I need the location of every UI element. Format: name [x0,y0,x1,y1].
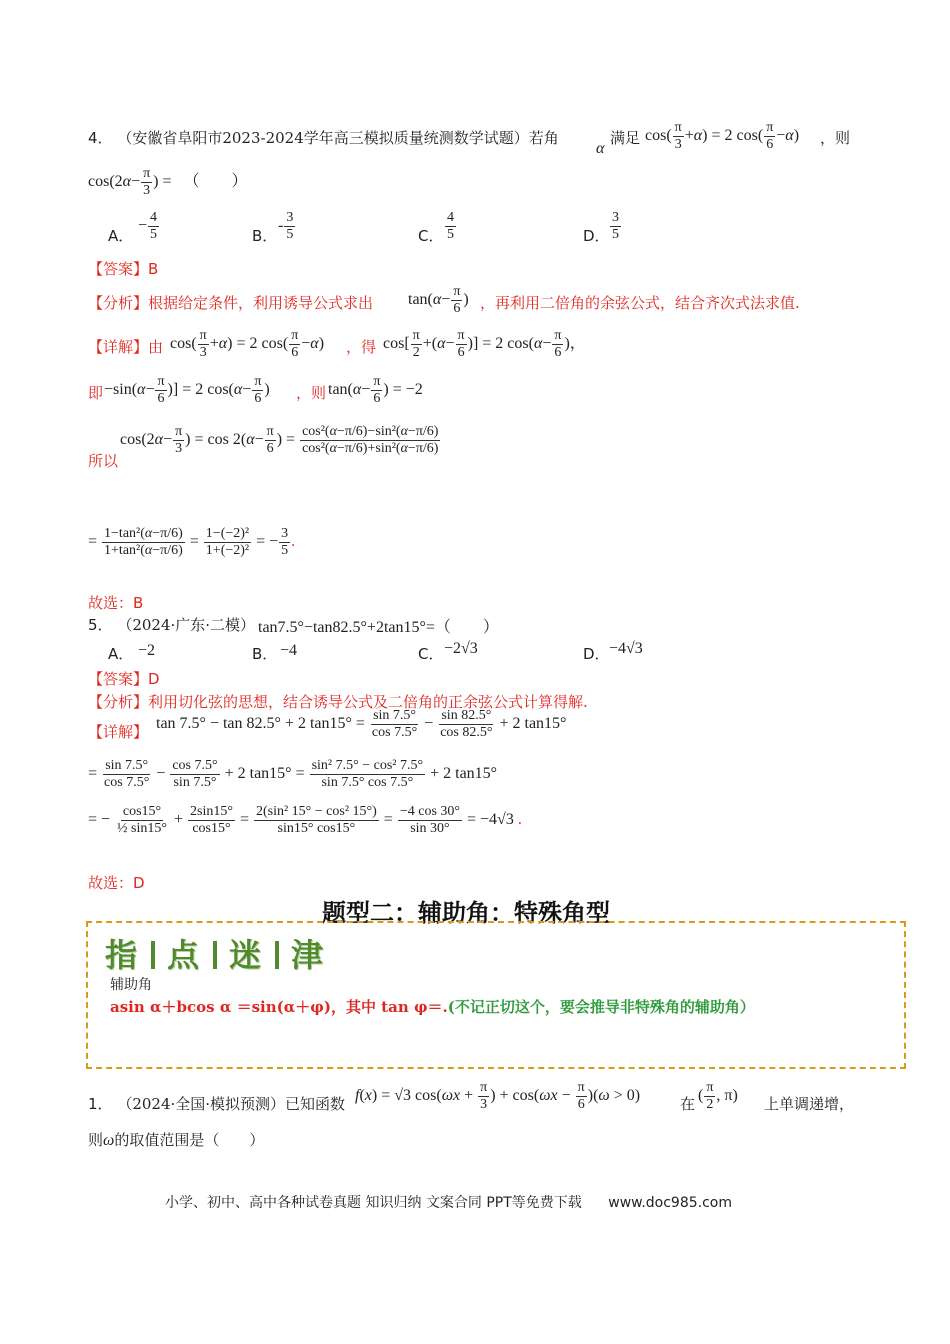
q5-expr: tan7.5°−tan82.5°+2tan15°=（ ） [258,619,499,636]
q4-guxuan: 故选：B [88,594,144,612]
q4-option-a-value: − $\frac{4}{5}$ [138,210,158,242]
tips-label: 辅助角 [110,977,152,993]
q5-option-b-value: −4 [280,642,298,659]
q4-detail-ze: ，则 [296,384,327,402]
q4-number: 4． [88,129,113,147]
q5-detail-eq3: = − $\frac{\cos 15^\circ}{\text{½ sin15°}}$ + $\frac{2\sin 15^\circ}{\cos 15^\circ}$ = $\frac{\text{2(sin² 15° − cos² 15°)}}{\sin 15^\circ \cos 15^\circ}$ = $\frac{-4 \cos 30^\circ}{\sin 30^\circ}$ = −4√3 . [88,804,522,836]
q5-option-b: B． [252,645,278,663]
q5-option-a: A． [108,645,134,663]
q5-detail-tag: 【详解】 [88,723,149,741]
q4-option-b: B． [252,227,278,245]
q4-detail-eq5: cos(2α− $\frac{\pi}{3}$ ) = cos 2(α− $\frac{\pi}{6}$ ) = $\frac{\text{cos²(α−π/6)−sin²(α−π/6)}}{\text{cos²(α−π/6)+sin²(α−π/6)}}$ [120,424,439,456]
q4-option-c-value: $\frac{4}{5}$ [447,210,454,242]
q5-detail-eq1: tan 7.5° − tan 82.5° + 2 tan15° = $\frac{\sin 7.5^\circ}{\cos 7.5^\circ}$ − $\frac{\sin 82.5^\circ}{\cos 82.5^\circ}$ + 2 tan15° [156,708,567,740]
tips-formula: asin α＋bcos α ＝sin(α＋φ)，其中 tan φ＝.(不记正切这个，要会推导非特殊角的辅助角） [110,998,755,1016]
q4-line1 [88,128,559,148]
q4-detail-eq6: = $\frac{\text{1−tan²(α−π/6)}}{\text{1+tan²(α−π/6)}}$ = $\frac{\text{1−(−2)²}}{\text{1+(−2)²}}$ = − $\frac{3}{5}$ . [88,526,296,558]
q5-option-a-value: −2 [138,642,156,659]
footer-url[interactable]: www.doc985.com [608,1195,732,1211]
q5-option-d-value: −4√3 [609,640,643,657]
q4-detail-de: ，得 [346,338,377,356]
q5-number: 5． [88,616,113,634]
q1-line2: 则ω的取值范围是（ ） [88,1131,265,1149]
q4-then: ，则 [820,129,851,147]
q5-answer: 【答案】D [88,670,160,688]
section-title: 题型二：辅助角：特殊角型 [322,899,610,927]
tips-banner: 指 点 迷 津 [105,936,326,974]
q4-analysis-expr: tan(α− $\frac{\pi}{6}$ ) [408,284,469,316]
q1-rest: 上单调递增， [764,1095,855,1113]
q5-detail-eq2: = $\frac{\sin 7.5^\circ}{\cos 7.5^\circ}$ − $\frac{\cos 7.5^\circ}{\sin 7.5^\circ}$ + 2 tan15° = $\frac{\text{sin² 7.5° − cos² 7.5°}}{\sin 7.5^\circ \cos 7.5^\circ}$ + 2 tan15° [88,758,498,790]
q4-condition: cos( $\frac{\pi}{3}$ +α) = 2 cos( $\frac{\pi}{6}$ −α) [645,120,800,152]
q1-line1 [88,1094,345,1114]
q4-detail-eq1: cos( $\frac{\pi}{3}$ +α) = 2 cos( $\frac{\pi}{6}$ −α) [170,328,325,360]
q5-option-d: D． [583,645,610,663]
q1-interval: ( $\frac{\pi}{2}$ , π) [698,1080,738,1112]
q4-detail-suoyi: 所以 [88,452,119,470]
footer [165,1192,732,1212]
q1-number: 1． [88,1095,113,1113]
footer-text: 小学、初中、高中各种试卷真题 知识归纳 文案合同 PPT等免费下载 [165,1195,582,1211]
q5-source: （2024·广东·二模） [117,616,256,634]
q4-detail-tag: 【详解】由 [88,338,164,356]
q5-line1 [88,615,255,635]
q4-detail-ji: 即 [88,384,104,402]
q4-detail-eq2: cos[ $\frac{\pi}{2}$ +(α− $\frac{\pi}{6}$ )] = 2 cos(α− $\frac{\pi}{6}$ )， [383,328,586,360]
q1-function: f(x) = √3 cos(ωx + $\frac{\pi}{3}$ ) + cos(ωx − $\frac{\pi}{6}$ )(ω > 0) [355,1080,641,1112]
q1-source: （2024·全国·模拟预测）已知函数 [117,1095,346,1113]
q4-analysis: 【分析】根据给定条件，利用诱导公式求出 [88,294,374,312]
q5-analysis: 【分析】利用切化弦的思想，结合诱导公式及二倍角的正余弦公式计算得解. [88,693,588,711]
q4-question: cos(2α− $\frac{\pi}{3}$ ) = （ ） [88,166,248,198]
q4-option-b-value: - $\frac{3}{5}$ [278,210,294,242]
q4-detail-eq3: −sin(α− $\frac{\pi}{6}$ )] = 2 cos(α− $\frac{\pi}{6}$ ) [104,374,270,406]
q5-guxuan: 故选：D [88,874,145,892]
q4-option-c: C． [418,227,444,245]
q4-source: （安徽省阜阳市2023-2024学年高三模拟质量统测数学试题）若角 [117,129,559,147]
q5-option-c: C． [418,645,444,663]
q4-option-a: A． [108,227,134,245]
q4-option-d-value: $\frac{3}{5}$ [612,210,619,242]
q4-analysis-rest: ，再利用二倍角的余弦公式，结合齐次式法求值. [480,294,800,312]
q5-option-c-value: −2√3 [444,640,478,657]
q4-detail-eq4: tan(α− $\frac{\pi}{6}$ ) = −2 [328,374,423,406]
q1-zai: 在 [680,1095,696,1113]
q4-answer: 【答案】B [88,260,159,278]
q4-cond-prefix: 满足 [610,129,641,147]
q4-alpha: α [596,140,605,157]
q4-option-d: D． [583,227,610,245]
